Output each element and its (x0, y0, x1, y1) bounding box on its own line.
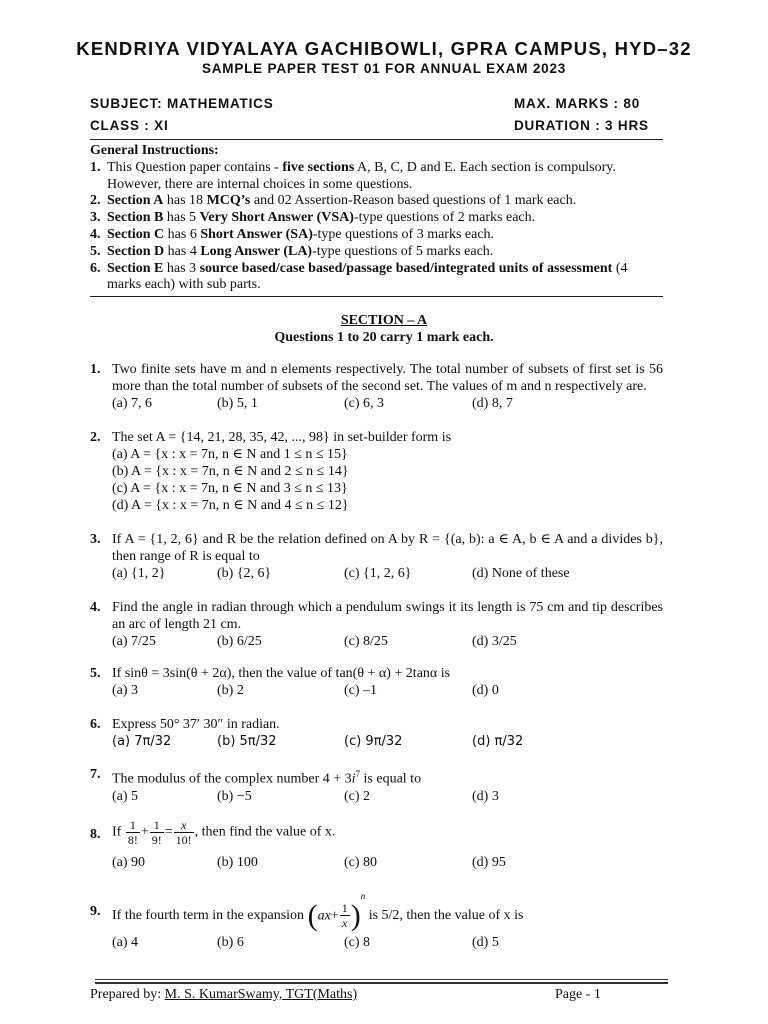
question-text: If the fourth term in the expansion (ax+ $\frac{1}{x}$ )$^n$ is 5/2, then the value of x is (112, 891, 524, 932)
page-number: Page - 1 (555, 987, 601, 1002)
footer-prepared-by: Prepared by: M. S. KumarSwamy, TGT(Maths) (90, 987, 358, 1002)
section-title: SECTION – A (340, 313, 428, 328)
question-text: If A = {1, 2, 6} and R be the relation defined on A by R = {(a, b): a ∈ A, b ∈ A and a divides b}, then range of R is equal to (112, 532, 663, 564)
subject-label: SUBJECT: MATHEMATICS (90, 96, 274, 111)
footer-rule (95, 979, 668, 980)
question-options: (a) 7π/32 (b) 5π/32 (c) 9π/32 (d) π/32 (112, 734, 524, 749)
question-text: Two finite sets have m and n elements respectively. The total number of subsets of first set is 56 more than the total number of subsets of the second set. The values of m and n respectively are. (112, 362, 663, 394)
question-5: 5. If sinθ = 3sin(θ + 2α), then the value of tan(θ + α) + 2tanα is (a) 3 (b) 2 (c) –1 (d) 0 (90, 665, 663, 699)
instruction-item: 5. Section D has 4 Long Answer (LA)-type questions of 5 marks each. (90, 243, 494, 259)
question-text: Find the angle in radian through which a pendulum swings it its length is 75 cm and tip describes an arc of length 21 cm. (112, 600, 663, 632)
paper-title: SAMPLE PAPER TEST 01 FOR ANNUAL EXAM 2023 (201, 61, 567, 76)
question-2: 2. The set A = {14, 21, 28, 35, 42, ..., 98} in set-builder form is (a) A = {x : x = 7n, n ∈ N and 1 ≤ n ≤ 15} (b) A = {x : x = 7n, n ∈ N and 2 ≤ n ≤ 14} (c) A = {x : x = 7n, n ∈ N and 3 ≤ n ≤ 13} (d) A = {x : x = 7n, n ∈ N and 4 ≤ n ≤ 12} (90, 429, 663, 514)
question-options: (a) {1, 2} (b) {2, 6} (c) {1, 2, 6} (d) None of these (112, 566, 570, 581)
option-c: (c) A = {x : x = 7n, n ∈ N and 3 ≤ n ≤ 13} (112, 481, 348, 496)
instruction-item: 4. Section C has 6 Short Answer (SA)-type questions of 3 marks each. (90, 226, 495, 242)
question-4: 4. Find the angle in radian through which a pendulum swings it its length is 75 cm and tip describes an arc of length 21 cm. (a) 7/25 (b) 6/25 (c) 8/25 (d) 3/25 (90, 600, 663, 649)
question-9: 9. If the fourth term in the expansion (ax+ $\frac{1}{x}$ )$^n$ is 5/2, then the value of x is (a) 4 (b) 6 (c) 8 (d) 5 (90, 888, 663, 951)
instructions-title: General Instructions: (90, 143, 219, 158)
instruction-item: 3. Section B has 5 Very Short Answer (VSA)-type questions of 2 marks each. (90, 210, 536, 226)
option-b: (b) A = {x : x = 7n, n ∈ N and 2 ≤ n ≤ 14} (112, 464, 349, 479)
question-options: (a) 4 (b) 6 (c) 8 (d) 5 (112, 935, 499, 950)
duration-label: DURATION : 3 HRS (514, 118, 649, 133)
school-title: KENDRIYA VIDYALAYA GACHIBOWLI, GPRA CAMPUS, HYD–32 (76, 38, 692, 59)
instructions-rule (90, 296, 663, 297)
question-options: (a) 3 (b) 2 (c) –1 (d) 0 (112, 683, 499, 698)
footer-rule-thick (95, 982, 668, 984)
question-1: 1. Two finite sets have m and n elements respectively. The total number of subsets of first set is 56 more than the total number of subsets of the second set. The values of m and n respectively are. (a) 7, 6 (b) 5, 1 (c) 6, 3 (d) 8, 7 (90, 362, 663, 411)
question-text: The set A = {14, 21, 28, 35, 42, ..., 98} in set-builder form is (112, 430, 452, 445)
question-8: 8. If $\frac{1}{8!}$ + $\frac{1}{9!}$ = $\frac{x}{10!}$ , then find the value of x. (a) 90 (b) 100 (c) 80 (d) 95 (90, 818, 663, 871)
question-3: 3. If A = {1, 2, 6} and R be the relation defined on A by R = {(a, b): a ∈ A, b ∈ A and a divides b}, then range of R is equal to (a) {1, 2} (b) {2, 6} (c) {1, 2, 6} (d) None of these (90, 532, 663, 581)
question-options: (a) 5 (b) −5 (c) 2 (d) 3 (112, 788, 499, 804)
section-subtitle: Questions 1 to 20 carry 1 mark each. (274, 330, 494, 345)
question-6: 6. Express 50° 37′ 30″ in radian. (a) 7π/32 (b) 5π/32 (c) 9π/32 (d) π/32 (90, 716, 663, 750)
question-7: 7. The modulus of the complex number $4 + 3i^7$ is equal to (a) 5 (b) −5 (c) 2 (d) 3 (90, 766, 663, 805)
class-label: CLASS : XI (90, 118, 169, 133)
option-a: (a) A = {x : x = 7n, n ∈ N and 1 ≤ n ≤ 15} (112, 447, 348, 462)
author-name: M. S. KumarSwamy, TGT(Maths) (164, 987, 358, 1002)
fraction: $\frac{1}{9!}$ (151, 818, 162, 847)
question-text: The modulus of the complex number $4 + 3i^7$ is equal to (112, 769, 422, 787)
fraction: $\frac{x}{10!}$ (175, 818, 192, 847)
question-options: (a) 7/25 (b) 6/25 (c) 8/25 (d) 3/25 (112, 634, 517, 649)
instruction-item: 6. Section E has 3 source based/case based/passage based/integrated units of assessment (4 marks each) with sub parts. (90, 260, 628, 293)
header-rule (90, 139, 663, 140)
question-text: Express 50° 37′ 30″ in radian. (112, 717, 280, 732)
question-options: (a) 7, 6 (b) 5, 1 (c) 6, 3 (d) 8, 7 (112, 396, 513, 411)
instruction-item: 1. This Question paper contains - five sections A, B, C, D and E. Each section is compulsory. However, there are internal choices in some questions. (90, 159, 616, 192)
instruction-item: 2. Section A has 18 MCQ’s and 02 Assertion-Reason based questions of 1 mark each. (90, 193, 577, 209)
max-marks-label: MAX. MARKS : 80 (514, 96, 641, 111)
question-text: If $\frac{1}{8!}$ + $\frac{1}{9!}$ = $\frac{x}{10!}$ , then find the value of x. (112, 818, 336, 847)
fraction: $\frac{1}{x}$ (341, 901, 348, 931)
option-d: (d) A = {x : x = 7n, n ∈ N and 4 ≤ n ≤ 12} (112, 498, 349, 513)
general-instructions (90, 143, 663, 294)
question-text: If sinθ = 3sin(θ + 2α), then the value of tan(θ + α) + 2tanα is (112, 666, 451, 681)
question-options: (a) 90 (b) 100 (c) 80 (d) 95 (112, 855, 506, 870)
fraction: $\frac{1}{8!}$ (127, 818, 138, 847)
